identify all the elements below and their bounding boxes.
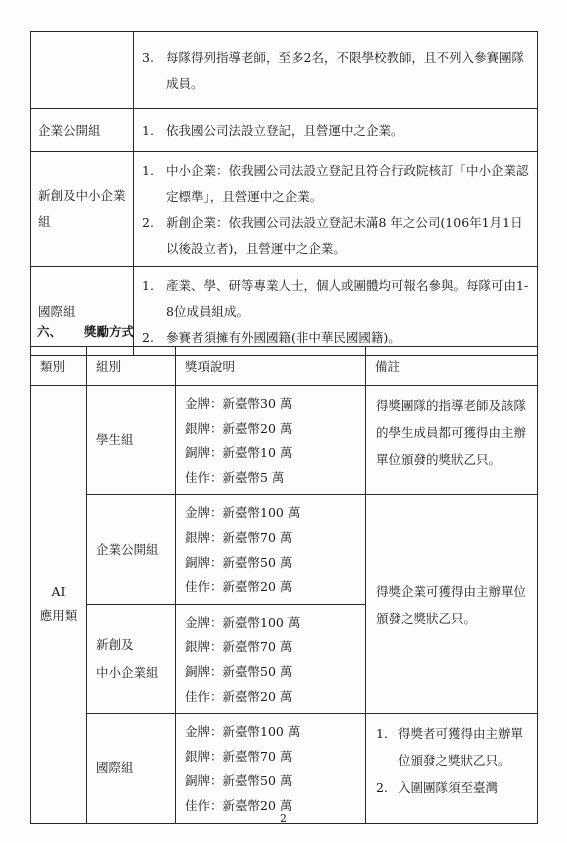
table-row [31, 386, 538, 495]
award-line: 銀牌：新臺幣20 萬 [185, 420, 293, 436]
group-name: 新創及 [96, 636, 134, 652]
rule-item [142, 158, 529, 210]
awards-cell [176, 386, 366, 495]
award-line: 佳作：新臺幣20 萬 [185, 797, 293, 813]
page-number: 2 [280, 812, 287, 825]
award-line: 金牌：新臺幣100 萬 [185, 614, 301, 630]
award-line: 佳作：新臺幣20 萬 [185, 579, 293, 595]
rule-number: 1. [142, 123, 154, 138]
group-cell: 國際組 [31, 267, 134, 356]
rule-number: 3. [142, 50, 154, 65]
eligibility-table [30, 31, 538, 356]
rule-text: 新創企業：依我國公司法設立登記未滿8 年之公司(106年1月1日以後設立者)，且營運中之企業。 [166, 215, 523, 256]
note-text: 入圍團隊須至臺灣 [398, 780, 499, 796]
group-cell: 新創及中小企業組 [31, 152, 134, 267]
group-name: 國際組 [96, 760, 134, 776]
rules-cell [134, 32, 538, 109]
group-name: 企業公開組 [96, 541, 159, 557]
group-name: 學生組 [96, 432, 134, 448]
rule-item [142, 273, 529, 325]
note-number: 1. [376, 726, 388, 742]
award-line: 銅牌：新臺幣10 萬 [185, 445, 293, 461]
rule-number: 1. [142, 278, 154, 293]
category-cell [31, 386, 87, 824]
note-cell: 得獎團隊的指導老師及該隊的學生成員都可獲得由主辦單位頒發的獎狀乙只。 [366, 386, 538, 495]
award-line: 銅牌：新臺幣50 萬 [185, 773, 293, 789]
rule-text: 每隊得列指導老師，至多2名，不限學校教師，且不列入參賽團隊成員。 [166, 50, 524, 91]
award-line: 銀牌：新臺幣70 萬 [185, 639, 293, 655]
category-line: 應用類 [39, 608, 78, 624]
rules-cell [134, 152, 538, 267]
table-row [31, 267, 538, 356]
rule-text: 產業、學、研等專業人士，個人或團體均可報名參與。每隊可由1-8位成員組成。 [166, 278, 529, 319]
header-category: 類別 [31, 347, 87, 386]
group-cell: 企業公開組 [31, 109, 134, 152]
rule-number: 2. [142, 215, 154, 230]
award-line: 銅牌：新臺幣50 萬 [185, 663, 293, 679]
note-cell [366, 714, 538, 823]
rule-item [142, 45, 529, 97]
rule-text: 中小企業：依我國公司法設立登記且符合行政院核訂「中小企業認定標準」，且營運中之企業。 [166, 163, 529, 204]
award-line: 金牌：新臺幣100 萬 [185, 505, 301, 521]
group-cell [31, 32, 134, 109]
note-item [376, 774, 529, 801]
group-cell [87, 604, 176, 713]
header-notes: 備註 [366, 347, 538, 386]
award-line: 銀牌：新臺幣70 萬 [185, 748, 293, 764]
note-number: 2. [376, 780, 388, 796]
rule-item [142, 210, 529, 262]
award-line: 佳作：新臺幣5 萬 [185, 469, 285, 485]
table-row [31, 714, 538, 823]
section-heading [37, 322, 134, 340]
table-row [31, 495, 538, 604]
awards-cell [176, 495, 366, 604]
award-line: 銀牌：新臺幣70 萬 [185, 529, 293, 545]
table-header-row [31, 347, 538, 386]
group-cell [87, 714, 176, 823]
award-line: 佳作：新臺幣20 萬 [185, 688, 293, 704]
table-row [31, 152, 538, 267]
rule-text: 依我國公司法設立登記，且營運中之企業。 [166, 123, 404, 138]
rule-text: 參賽者須擁有外國國籍(非中華民國國籍)。 [166, 330, 401, 345]
awards-cell [176, 604, 366, 713]
rule-number: 1. [142, 163, 154, 178]
section-number: 六、 [37, 324, 63, 339]
group-cell [87, 495, 176, 604]
group-name: 中小企業組 [96, 664, 159, 680]
category-line: AI [51, 584, 66, 600]
note-item [376, 720, 529, 774]
rule-number: 2. [142, 330, 154, 345]
section-title: 獎勵方式 [84, 324, 135, 339]
table-row [31, 109, 538, 152]
award-line: 金牌：新臺幣100 萬 [185, 724, 301, 740]
note-cell: 得獎企業可獲得由主辦單位頒發之獎狀乙只。 [366, 495, 538, 714]
awards-table [30, 346, 538, 824]
header-award: 獎項說明 [176, 347, 366, 386]
rules-cell [134, 109, 538, 152]
awards-cell [176, 714, 366, 823]
group-cell [87, 386, 176, 495]
note-text: 得獎者可獲得由主辦單位頒發之獎狀乙只。 [398, 726, 524, 769]
table-row [31, 32, 538, 109]
rule-item [142, 118, 529, 144]
rules-cell [134, 267, 538, 356]
award-line: 銅牌：新臺幣50 萬 [185, 554, 293, 570]
header-group: 組別 [87, 347, 176, 386]
award-line: 金牌：新臺幣30 萬 [185, 396, 293, 411]
